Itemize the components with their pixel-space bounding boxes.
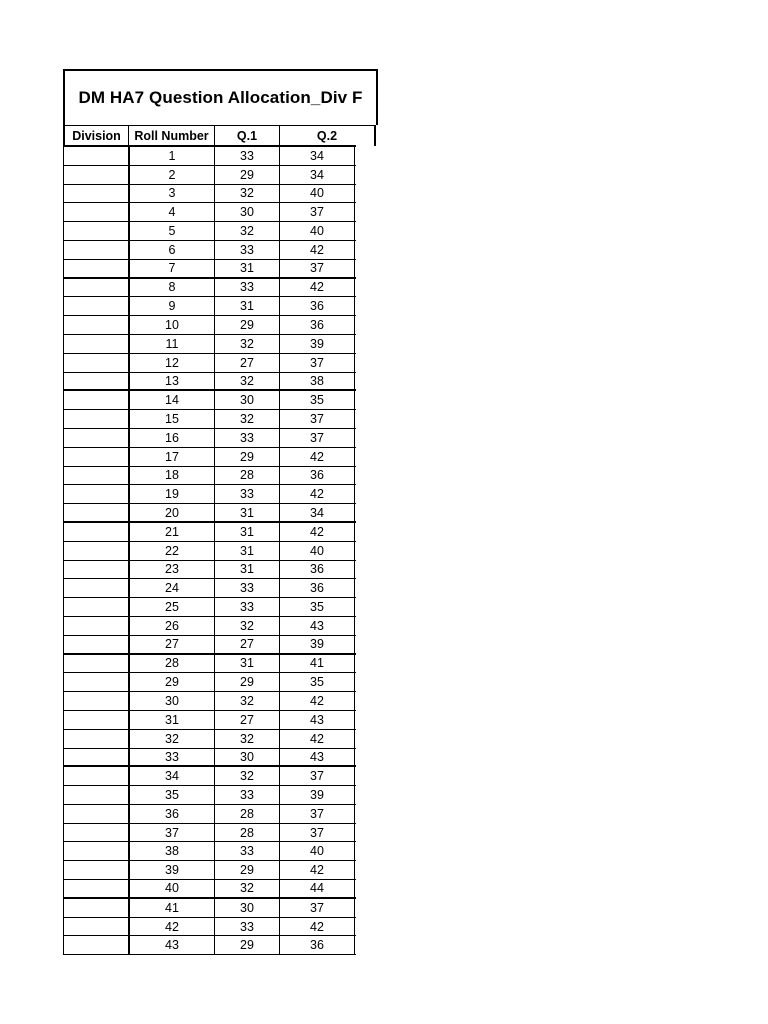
q1-cell: 31 [214, 542, 279, 560]
q2-cell: 39 [279, 335, 355, 353]
q2-cell: 37 [279, 260, 355, 277]
q2-cell: 43 [279, 617, 355, 635]
q2-cell: 41 [279, 655, 355, 673]
roll-number-cell: 37 [128, 824, 214, 842]
roll-number-cell: 12 [128, 354, 214, 372]
division-cell [63, 354, 128, 372]
table-row [63, 673, 356, 692]
roll-number-cell: 9 [128, 297, 214, 315]
q1-cell: 32 [214, 617, 279, 635]
roll-number-cell: 13 [128, 373, 214, 390]
q2-cell: 39 [279, 786, 355, 804]
q1-cell: 29 [214, 861, 279, 879]
division-cell [63, 504, 128, 521]
division-cell [63, 692, 128, 710]
q1-cell: 29 [214, 166, 279, 184]
header-q2: Q.2 [279, 126, 376, 146]
q2-cell: 39 [279, 636, 355, 653]
division-cell [63, 673, 128, 691]
division-cell [63, 542, 128, 560]
table-row [63, 861, 356, 880]
division-cell [63, 485, 128, 503]
q1-cell: 33 [214, 485, 279, 503]
table-row [63, 824, 356, 843]
division-cell [63, 241, 128, 259]
division-cell [63, 936, 128, 954]
division-cell [63, 842, 128, 860]
q1-cell: 32 [214, 410, 279, 428]
q1-cell: 29 [214, 936, 279, 954]
q2-cell: 36 [279, 579, 355, 597]
roll-number-cell: 35 [128, 786, 214, 804]
q1-cell: 32 [214, 730, 279, 748]
table-row [63, 279, 356, 298]
roll-number-cell: 18 [128, 467, 214, 485]
table-row [63, 636, 356, 655]
q2-cell: 42 [279, 448, 355, 466]
table-row [63, 730, 356, 749]
q1-cell: 28 [214, 824, 279, 842]
q2-cell: 37 [279, 410, 355, 428]
roll-number-cell: 11 [128, 335, 214, 353]
table-row [63, 260, 356, 279]
table-row [63, 241, 356, 260]
division-cell [63, 636, 128, 653]
header-q1: Q.1 [214, 126, 279, 146]
table-row [63, 203, 356, 222]
q1-cell: 33 [214, 786, 279, 804]
division-cell [63, 786, 128, 804]
division-cell [63, 899, 128, 917]
q1-cell: 30 [214, 203, 279, 221]
table-row [63, 391, 356, 410]
roll-number-cell: 19 [128, 485, 214, 503]
division-cell [63, 598, 128, 616]
q2-cell: 42 [279, 279, 355, 297]
q1-cell: 29 [214, 316, 279, 334]
q1-cell: 32 [214, 880, 279, 897]
roll-number-cell: 14 [128, 391, 214, 409]
roll-number-cell: 25 [128, 598, 214, 616]
q1-cell: 27 [214, 636, 279, 653]
roll-number-cell: 22 [128, 542, 214, 560]
roll-number-cell: 6 [128, 241, 214, 259]
q1-cell: 31 [214, 504, 279, 521]
q1-cell: 28 [214, 467, 279, 485]
roll-number-cell: 41 [128, 899, 214, 917]
q1-cell: 32 [214, 222, 279, 240]
roll-number-cell: 8 [128, 279, 214, 297]
q2-cell: 36 [279, 936, 355, 954]
allocation-sheet [63, 69, 376, 955]
q1-cell: 30 [214, 899, 279, 917]
q1-cell: 27 [214, 711, 279, 729]
roll-number-cell: 42 [128, 918, 214, 936]
table-row [63, 655, 356, 674]
q2-cell: 44 [279, 880, 355, 897]
q2-cell: 35 [279, 673, 355, 691]
roll-number-cell: 5 [128, 222, 214, 240]
q1-cell: 31 [214, 523, 279, 541]
q2-cell: 40 [279, 542, 355, 560]
q1-cell: 31 [214, 561, 279, 579]
division-cell [63, 767, 128, 785]
q1-cell: 32 [214, 767, 279, 785]
table-row [63, 786, 356, 805]
q2-cell: 34 [279, 147, 355, 165]
table-row [63, 805, 356, 824]
q2-cell: 42 [279, 241, 355, 259]
q2-cell: 40 [279, 185, 355, 203]
q1-cell: 29 [214, 673, 279, 691]
q2-cell: 43 [279, 711, 355, 729]
division-cell [63, 918, 128, 936]
roll-number-cell: 7 [128, 260, 214, 277]
q2-cell: 40 [279, 222, 355, 240]
roll-number-cell: 28 [128, 655, 214, 673]
division-cell [63, 391, 128, 409]
table-row [63, 561, 356, 580]
table-row [63, 579, 356, 598]
division-cell [63, 880, 128, 897]
roll-number-cell: 16 [128, 429, 214, 447]
roll-number-cell: 38 [128, 842, 214, 860]
q1-cell: 33 [214, 579, 279, 597]
roll-number-cell: 39 [128, 861, 214, 879]
table-row [63, 485, 356, 504]
division-cell [63, 429, 128, 447]
roll-number-cell: 34 [128, 767, 214, 785]
roll-number-cell: 15 [128, 410, 214, 428]
table-row [63, 222, 356, 241]
table-header-row [63, 125, 376, 145]
q1-cell: 31 [214, 655, 279, 673]
division-cell [63, 711, 128, 729]
table-row [63, 749, 356, 768]
q2-cell: 34 [279, 166, 355, 184]
division-cell [63, 410, 128, 428]
roll-number-cell: 1 [128, 147, 214, 165]
q1-cell: 33 [214, 842, 279, 860]
q2-cell: 37 [279, 429, 355, 447]
q1-cell: 29 [214, 448, 279, 466]
q2-cell: 42 [279, 861, 355, 879]
division-cell [63, 316, 128, 334]
roll-number-cell: 3 [128, 185, 214, 203]
roll-number-cell: 40 [128, 880, 214, 897]
table-row [63, 767, 356, 786]
roll-number-cell: 29 [128, 673, 214, 691]
q1-cell: 31 [214, 260, 279, 277]
roll-number-cell: 33 [128, 749, 214, 766]
roll-number-cell: 2 [128, 166, 214, 184]
q2-cell: 42 [279, 523, 355, 541]
q2-cell: 37 [279, 767, 355, 785]
table-row [63, 542, 356, 561]
q1-cell: 33 [214, 429, 279, 447]
q2-cell: 43 [279, 749, 355, 766]
table-row [63, 936, 356, 955]
roll-number-cell: 30 [128, 692, 214, 710]
q2-cell: 35 [279, 598, 355, 616]
roll-number-cell: 17 [128, 448, 214, 466]
division-cell [63, 279, 128, 297]
division-cell [63, 749, 128, 766]
q2-cell: 42 [279, 485, 355, 503]
table-row [63, 147, 356, 166]
division-cell [63, 335, 128, 353]
division-cell [63, 203, 128, 221]
q1-cell: 32 [214, 692, 279, 710]
table-row [63, 504, 356, 523]
q2-cell: 42 [279, 692, 355, 710]
q2-cell: 40 [279, 842, 355, 860]
q2-cell: 38 [279, 373, 355, 390]
roll-number-cell: 4 [128, 203, 214, 221]
roll-number-cell: 24 [128, 579, 214, 597]
roll-number-cell: 10 [128, 316, 214, 334]
q1-cell: 33 [214, 279, 279, 297]
table-row [63, 297, 356, 316]
table-row [63, 335, 356, 354]
q1-cell: 32 [214, 335, 279, 353]
table-row [63, 598, 356, 617]
division-cell [63, 730, 128, 748]
division-cell [63, 617, 128, 635]
table-row [63, 467, 356, 486]
division-cell [63, 166, 128, 184]
division-cell [63, 260, 128, 277]
table-row [63, 410, 356, 429]
table-row [63, 692, 356, 711]
division-cell [63, 805, 128, 823]
table-row [63, 316, 356, 335]
q1-cell: 28 [214, 805, 279, 823]
q2-cell: 36 [279, 316, 355, 334]
roll-number-cell: 26 [128, 617, 214, 635]
roll-number-cell: 20 [128, 504, 214, 521]
roll-number-cell: 23 [128, 561, 214, 579]
q1-cell: 31 [214, 297, 279, 315]
header-division: Division [63, 126, 128, 146]
division-cell [63, 467, 128, 485]
division-cell [63, 222, 128, 240]
table-row [63, 842, 356, 861]
q2-cell: 36 [279, 561, 355, 579]
division-cell [63, 824, 128, 842]
roll-number-cell: 27 [128, 636, 214, 653]
table-body [63, 145, 356, 955]
q1-cell: 30 [214, 391, 279, 409]
q2-cell: 36 [279, 297, 355, 315]
q2-cell: 36 [279, 467, 355, 485]
table-row [63, 354, 356, 373]
roll-number-cell: 43 [128, 936, 214, 954]
q1-cell: 30 [214, 749, 279, 766]
roll-number-cell: 21 [128, 523, 214, 541]
q2-cell: 37 [279, 203, 355, 221]
q2-cell: 35 [279, 391, 355, 409]
q2-cell: 37 [279, 899, 355, 917]
q1-cell: 27 [214, 354, 279, 372]
table-row [63, 899, 356, 918]
q1-cell: 33 [214, 598, 279, 616]
division-cell [63, 861, 128, 879]
q2-cell: 42 [279, 730, 355, 748]
q1-cell: 32 [214, 373, 279, 390]
table-row [63, 918, 356, 937]
sheet-title: DM HA7 Question Allocation_Div F [63, 69, 378, 125]
q2-cell: 34 [279, 504, 355, 521]
table-row [63, 448, 356, 467]
q2-cell: 37 [279, 824, 355, 842]
division-cell [63, 448, 128, 466]
division-cell [63, 561, 128, 579]
q2-cell: 37 [279, 354, 355, 372]
q1-cell: 33 [214, 918, 279, 936]
division-cell [63, 655, 128, 673]
division-cell [63, 373, 128, 390]
q1-cell: 33 [214, 241, 279, 259]
header-roll-number: Roll Number [128, 126, 214, 146]
table-row [63, 185, 356, 204]
division-cell [63, 297, 128, 315]
division-cell [63, 147, 128, 165]
roll-number-cell: 32 [128, 730, 214, 748]
table-row [63, 711, 356, 730]
table-row [63, 429, 356, 448]
division-cell [63, 579, 128, 597]
table-row [63, 617, 356, 636]
table-row [63, 373, 356, 392]
q1-cell: 33 [214, 147, 279, 165]
table-row [63, 880, 356, 899]
q1-cell: 32 [214, 185, 279, 203]
table-row [63, 166, 356, 185]
q2-cell: 42 [279, 918, 355, 936]
roll-number-cell: 31 [128, 711, 214, 729]
division-cell [63, 185, 128, 203]
q2-cell: 37 [279, 805, 355, 823]
table-row [63, 523, 356, 542]
division-cell [63, 523, 128, 541]
roll-number-cell: 36 [128, 805, 214, 823]
